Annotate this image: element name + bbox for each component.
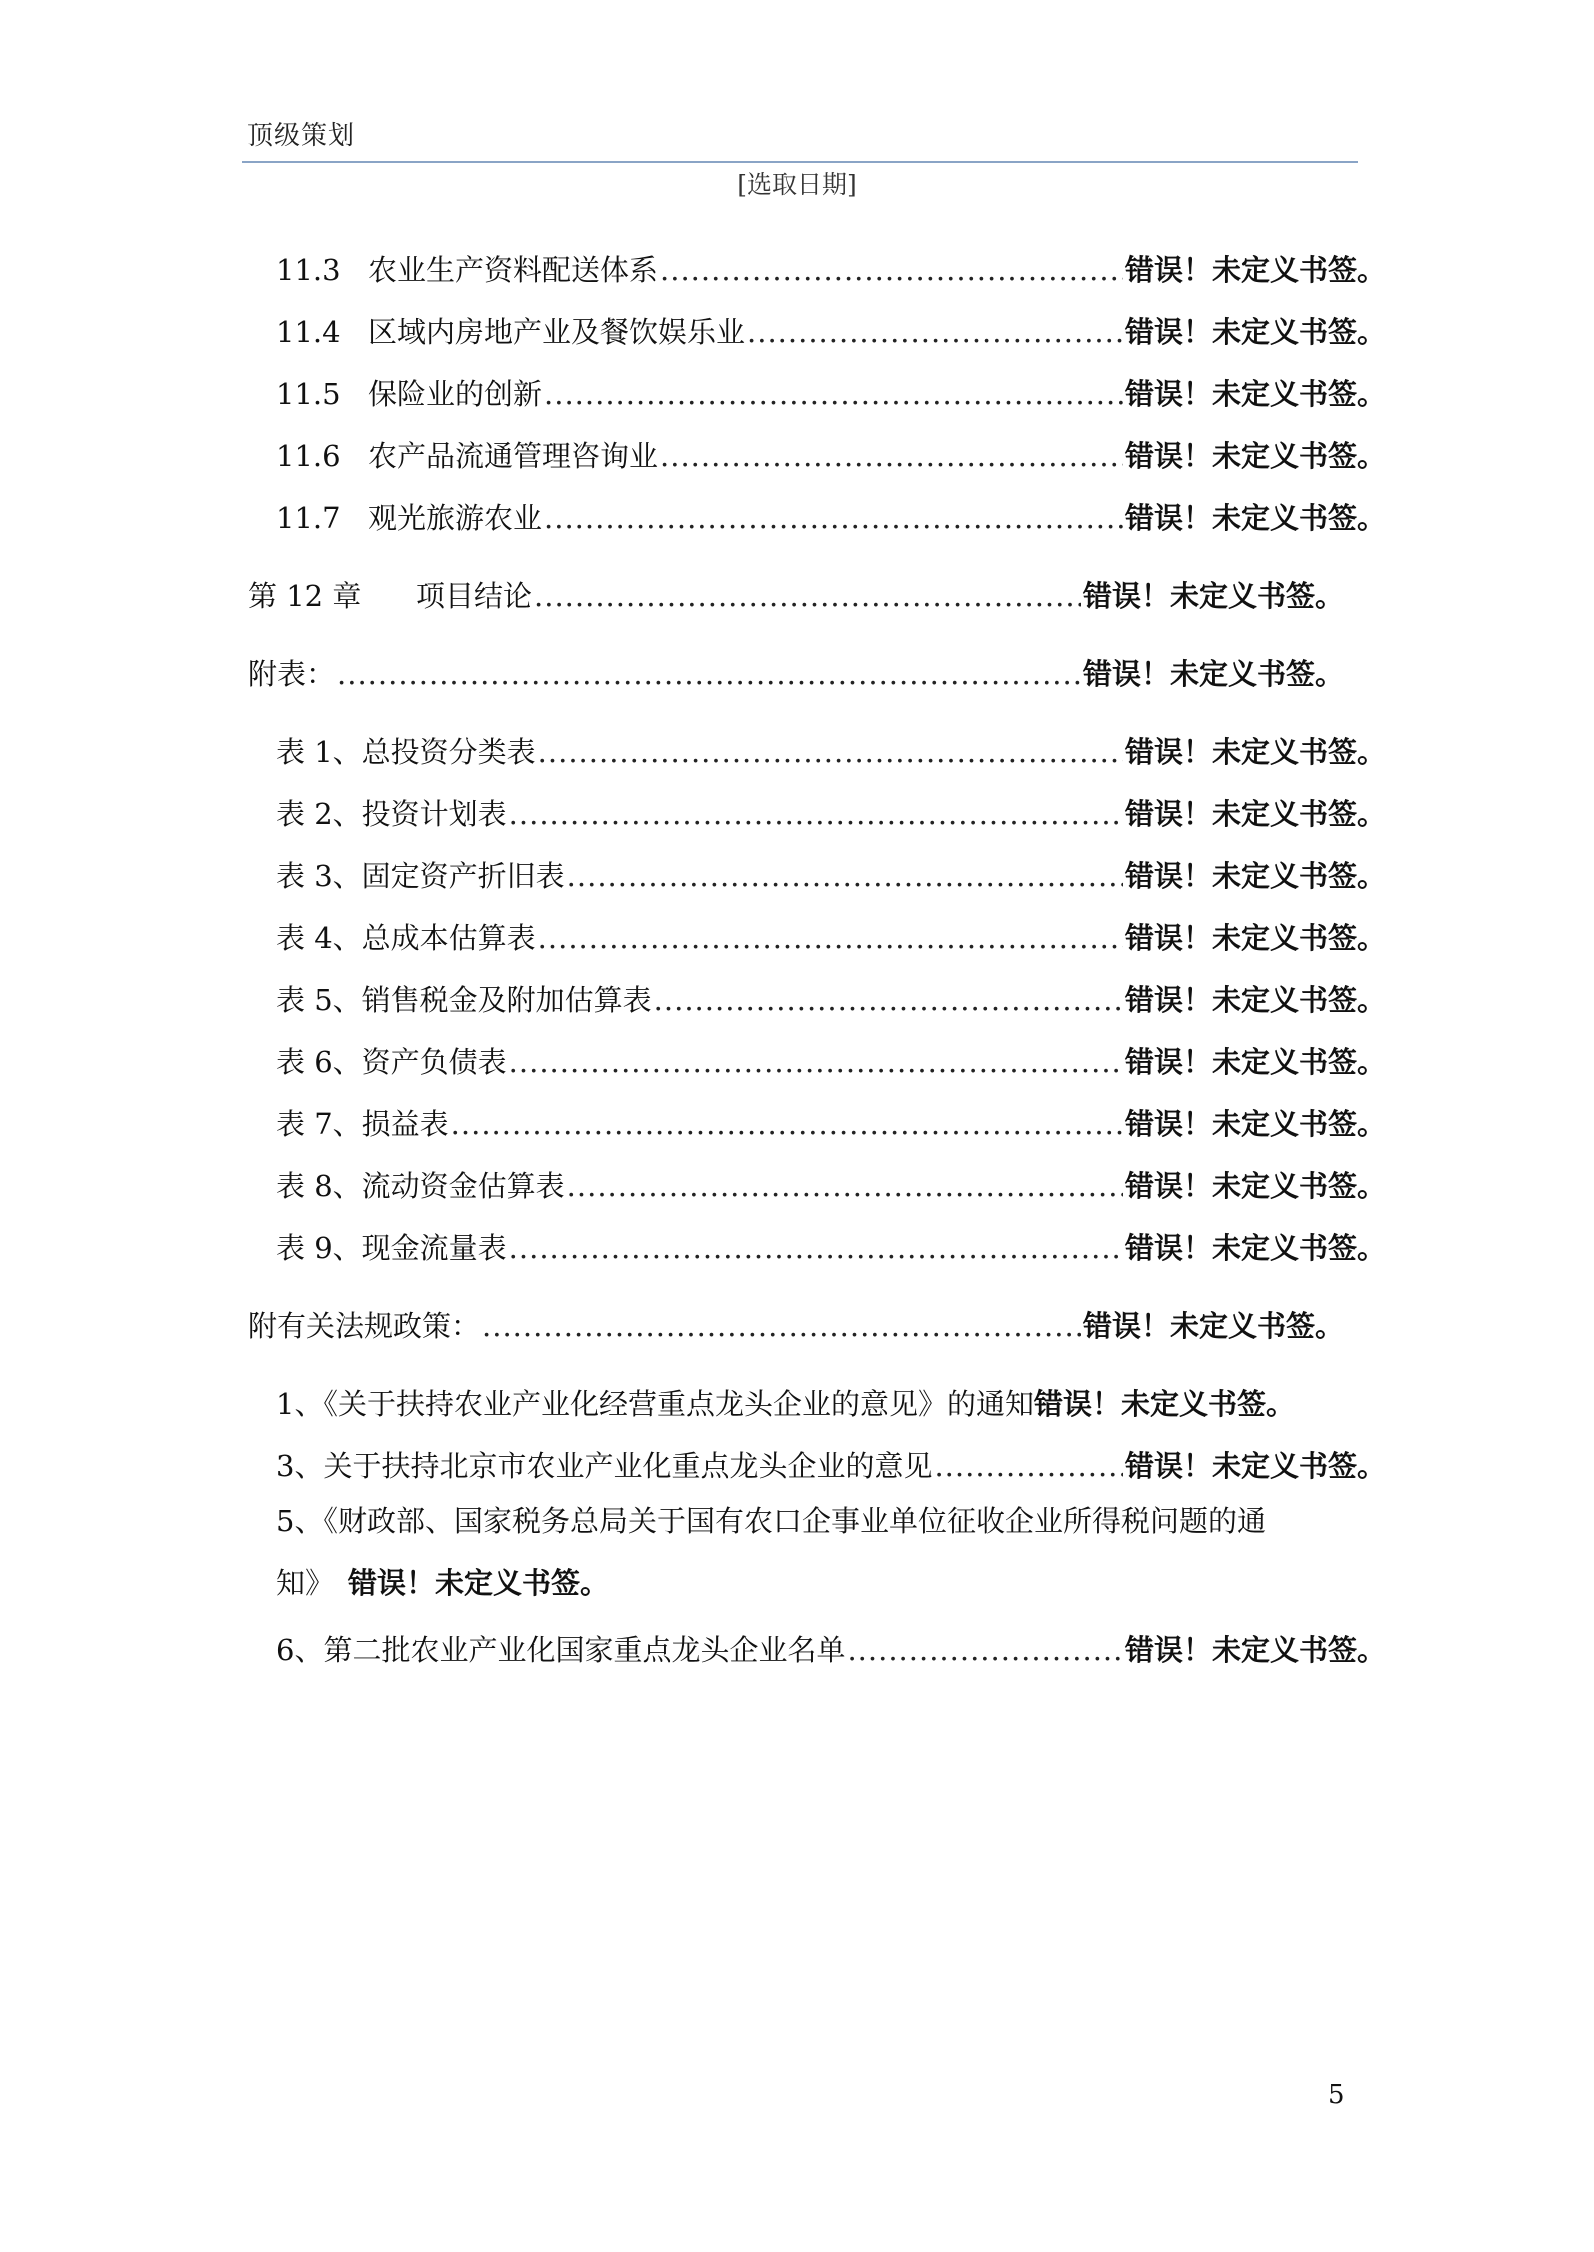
toc-entry-policy-6[interactable] [276, 1628, 1386, 1672]
toc-page-ref: 错误！未定义书签。 [348, 1566, 610, 1600]
toc-entry-policy-1[interactable] [276, 1382, 1386, 1426]
toc-entry-title: 农产品流通管理咨询业 [368, 439, 659, 473]
toc-leader-dots [660, 248, 1123, 292]
toc-entry-11-4[interactable] [276, 310, 1386, 354]
toc-leader-dots [544, 496, 1123, 540]
toc-leader-dots [482, 1304, 1081, 1348]
toc-entry-table-8[interactable] [276, 1164, 1386, 1208]
toc-entry-appendix-tables[interactable] [248, 652, 1344, 696]
toc-entry-chapter-12[interactable] [248, 574, 1344, 618]
toc-leader-dots [337, 652, 1081, 696]
toc-entry-table-3[interactable] [276, 854, 1386, 898]
toc-entry-title: 保险业的创新 [368, 377, 543, 411]
toc-page-ref: 错误！未定义书签。 [1124, 921, 1386, 955]
toc-page-ref: 错误！未定义书签。 [1124, 501, 1386, 535]
toc-page-ref: 错误！未定义书签。 [1033, 1387, 1295, 1421]
toc-entry-11-3[interactable] [276, 248, 1386, 292]
toc-entry-title: 表 9、现金流量表 [276, 1231, 507, 1265]
toc-page-ref: 错误！未定义书签。 [1124, 1045, 1386, 1079]
toc-leader-dots [654, 978, 1123, 1022]
header-divider [242, 161, 1358, 163]
header-title: 顶级策划 [247, 121, 356, 151]
toc-entry-title: 表 7、损益表 [276, 1107, 449, 1141]
toc-leader-dots [660, 434, 1123, 478]
toc-entry-policies[interactable] [248, 1304, 1344, 1348]
toc-page-ref: 错误！未定义书签。 [1124, 983, 1386, 1017]
toc-leader-dots [509, 1226, 1123, 1270]
toc-leader-dots [534, 574, 1081, 618]
toc-entry-table-4[interactable] [276, 916, 1386, 960]
toc-entry-title-line-2: 知》 [276, 1566, 335, 1600]
toc-entry-title: 表 1、总投资分类表 [276, 735, 536, 769]
toc-entry-title: 表 6、资产负债表 [276, 1045, 507, 1079]
toc-page-ref: 错误！未定义书签。 [1124, 315, 1386, 349]
toc-entry-title: 观光旅游农业 [368, 501, 543, 535]
toc-entry-table-6[interactable] [276, 1040, 1386, 1084]
toc-leader-dots [747, 310, 1123, 354]
toc-page-ref: 错误！未定义书签。 [1124, 439, 1386, 473]
toc-leader-dots [451, 1102, 1123, 1146]
toc-entry-title: 附有关法规政策： [248, 1309, 481, 1343]
toc-entry-number: 11.6 [276, 439, 341, 473]
toc-entry-table-9[interactable] [276, 1226, 1386, 1270]
toc-chapter-number: 第 12 章 [248, 579, 362, 613]
toc-entry-number: 11.3 [276, 253, 341, 287]
toc-entry-title: 1、《关于扶持农业产业化经营重点龙头企业的意见》的通知 [276, 1387, 1034, 1421]
toc-page-ref: 错误！未定义书签。 [1082, 1309, 1344, 1343]
toc-entry-title: 表 8、流动资金估算表 [276, 1169, 565, 1203]
toc-entry-table-7[interactable] [276, 1102, 1386, 1146]
toc-entry-title: 附表： [248, 657, 336, 691]
toc-page-ref: 错误！未定义书签。 [1124, 253, 1386, 287]
toc-page-ref: 错误！未定义书签。 [1124, 1169, 1386, 1203]
toc-entry-title: 项目结论 [416, 579, 533, 613]
toc-entry-title: 表 5、销售税金及附加估算表 [276, 983, 652, 1017]
toc-entry-title: 农业生产资料配送体系 [368, 253, 659, 287]
toc-page-ref: 错误！未定义书签。 [1124, 735, 1386, 769]
toc-leader-dots [567, 854, 1123, 898]
toc-page-ref: 错误！未定义书签。 [1124, 797, 1386, 831]
toc-leader-dots [509, 792, 1123, 836]
toc-page-ref: 错误！未定义书签。 [1082, 579, 1344, 613]
toc-entry-title: 表 4、总成本估算表 [276, 921, 536, 955]
toc-page-ref: 错误！未定义书签。 [1124, 1633, 1386, 1667]
toc-entry-table-1[interactable] [276, 730, 1386, 774]
toc-entry-title: 表 2、投资计划表 [276, 797, 507, 831]
toc-entry-title: 表 3、固定资产折旧表 [276, 859, 565, 893]
toc-entry-title-line-1: 5、《财政部、国家税务总局关于国有农口企事业单位征收企业所得税问题的通 [276, 1504, 1266, 1538]
toc-leader-dots [567, 1164, 1123, 1208]
toc-page-ref: 错误！未定义书签。 [1124, 859, 1386, 893]
toc-entry-policy-3[interactable] [276, 1444, 1386, 1488]
toc-page-ref: 错误！未定义书签。 [1082, 657, 1344, 691]
page-number: 5 [1328, 2080, 1345, 2110]
toc-leader-dots [544, 372, 1123, 416]
toc-entry-11-6[interactable] [276, 434, 1386, 478]
toc-entry-policy-5[interactable] [276, 1490, 1386, 1614]
toc-page-ref: 错误！未定义书签。 [1124, 1107, 1386, 1141]
toc-entry-table-2[interactable] [276, 792, 1386, 836]
toc-entry-11-7[interactable] [276, 496, 1386, 540]
header-date-placeholder: [选取日期] [737, 170, 857, 199]
toc-entry-title: 6、第二批农业产业化国家重点龙头企业名单 [276, 1633, 846, 1667]
toc-entry-number: 11.4 [276, 315, 341, 349]
toc-leader-dots [509, 1040, 1123, 1084]
toc-leader-dots [847, 1628, 1123, 1672]
toc-entry-table-5[interactable] [276, 978, 1386, 1022]
toc-entry-11-5[interactable] [276, 372, 1386, 416]
toc-page-ref: 错误！未定义书签。 [1124, 1231, 1386, 1265]
toc-entry-title: 3、关于扶持北京市农业产业化重点龙头企业的意见 [276, 1449, 933, 1483]
toc-page-ref: 错误！未定义书签。 [1124, 377, 1386, 411]
toc-entry-number: 11.7 [276, 501, 341, 535]
toc-page-ref: 错误！未定义书签。 [1124, 1449, 1386, 1483]
toc-leader-dots [538, 916, 1123, 960]
toc-entry-number: 11.5 [276, 377, 341, 411]
toc-entry-title: 区域内房地产业及餐饮娱乐业 [368, 315, 746, 349]
toc-leader-dots [538, 730, 1123, 774]
toc-leader-dots [934, 1444, 1123, 1488]
